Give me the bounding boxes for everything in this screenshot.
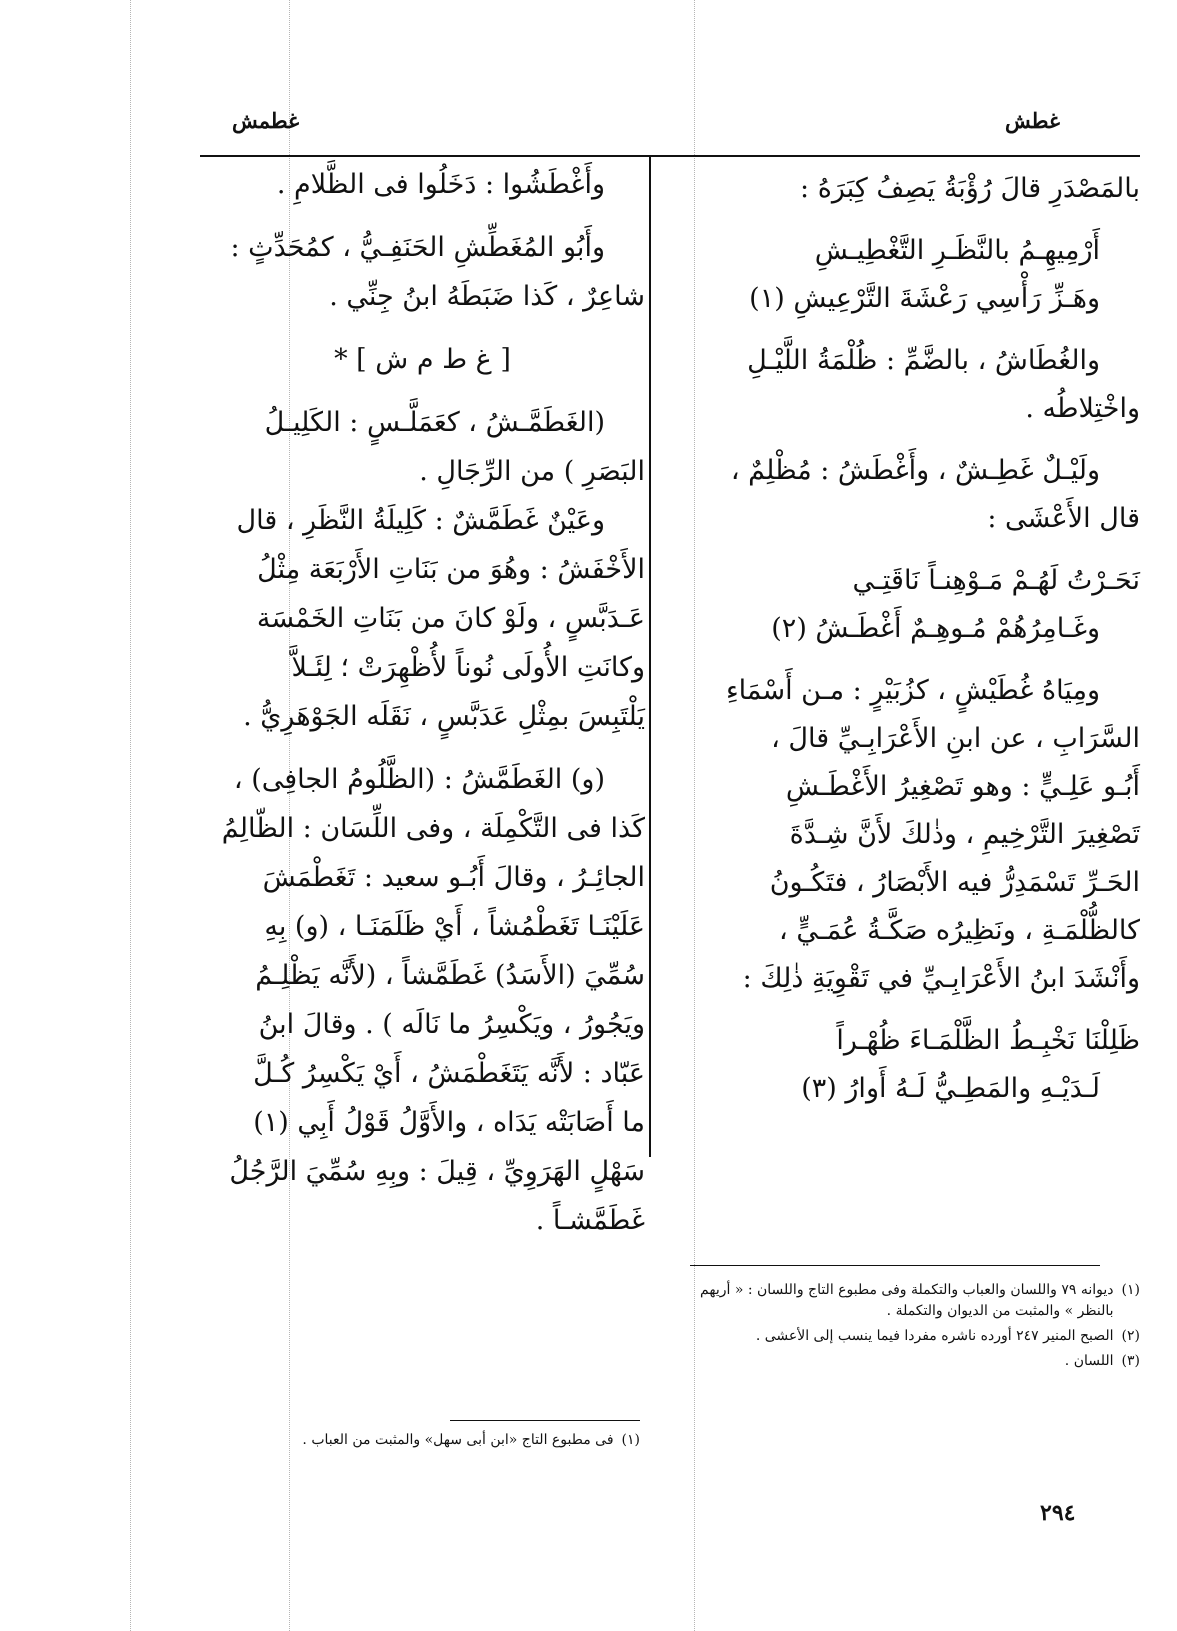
text-line: سُمِّيَ (الأَسَدُ) غَطَمَّشاً ، (لأَنَّه يَظْلِـمُ (255, 960, 645, 991)
footnote (690, 1280, 1140, 1322)
text-line: قال الأَعْشَى : (987, 503, 1140, 534)
text-line: وأَغْطَشُوا : دَخَلُوا فى الظَّلامِ . (276, 169, 605, 200)
text-line: الجائِـرُ ، وقالَ أَبُـو سعيد : تَغَطْمَشَ (262, 862, 645, 893)
running-head-right: غطش (1005, 108, 1060, 133)
text-line: كَذا فى التَّكْمِلَة ، وفى اللِّسَان : الظّالِمُ (221, 813, 645, 844)
footnote-number: (١) (621, 1432, 640, 1448)
text-line: كالظُّلْمَـةِ ، ونَظِيرُه صَكَّـةُ عُمَـيٍّ ، (779, 915, 1140, 946)
verse-line: وهَـزِّ رَأْسِي رَعْشَةَ التَّرْعِيشِ (١) (749, 283, 1100, 314)
text-line: واخْتِلاطُه . (1025, 393, 1140, 424)
text-line: سَهْلٍ الهَرَوِيِّ ، قِيلَ : وبِهِ سُمِّيَ الرَّجُلُ (229, 1156, 645, 1187)
text-line: عَلَيْنَـا تَغَطْمُشاً ، أَيْ ظَلَمَنَـا ، (و) بِهِ (264, 911, 645, 942)
text-line: وكانَتِ الأُولَى نُوناً لأُظْهِرَتْ ؛ لِئَـلاَّ (291, 652, 645, 683)
text-line: وأَنْشَدَ ابنُ الأَعْرَابِـيِّ في تَقْوِيَةِ ذٰلِكَ : (742, 963, 1140, 994)
text-line: الحَـرِّ تَسْمَدِرُّ فيه الأَبْصَارُ ، فتَكُـونُ (769, 867, 1140, 898)
scan-guide-line (130, 0, 131, 1631)
text-line: ومِيَاهُ غُطَيْشٍ ، كزُبَيْرٍ : مـن أَسْمَاءِ (725, 675, 1100, 706)
footnote-text: ديوانه ٧٩ واللسان والعباب والتكملة وفى مطبوع التاج واللسان : « أريهم بالنظر » والمثبت من الديوان والتكملة . (700, 1282, 1114, 1319)
footnote-number: (١) (1121, 1282, 1140, 1298)
text-line: (الغَطَمَّـشُ ، كعَمَلَّـسٍ : الكَلِيـلُ (264, 407, 605, 438)
entry-heading: [ غ ط م ش ] * (334, 344, 511, 375)
footnote-text: فى مطبوع التاج «ابن أبى سهل» والمثبت من العباب . (302, 1432, 614, 1448)
footnote (690, 1326, 1140, 1347)
text-line: أَبُـو عَلِـيٍّ : وهو تَصْغِيرُ الأَغْطَـشِ (785, 771, 1140, 802)
text-line: شاعِرٌ ، كَذا ضَبَطَهُ ابنُ جِنِّي . (329, 281, 645, 312)
verse-line: لَـدَيْـهِ والمَطِـيُّ لَـهُ أَوارُ (٣) (801, 1073, 1100, 1104)
text-line: تَصْغِيرَ التَّرْخِيمِ ، وذٰلكَ لأَنَّ شِـدَّةَ (789, 819, 1140, 850)
header-rule (200, 155, 1140, 157)
footnote-number: (٣) (1121, 1353, 1140, 1369)
text-line: والغُطَاشُ ، بالضَّمِّ : ظُلْمَةُ اللَّيْـلِ (747, 345, 1100, 376)
page-number: ٢٩٤ (1040, 1500, 1076, 1526)
text-line: يَلْتَبِسَ بمِثْلِ عَدَبَّسٍ ، نَقَلَه الجَوْهَرِيُّ . (243, 701, 645, 732)
footnote-text: اللسان . (1064, 1353, 1114, 1369)
text-line: الأَخْفَشُ : وهُوَ من بَنَاتِ الأَرْبَعَة مِثْلُ (257, 554, 645, 585)
verse-line: أَرْمِيهِـمُ بالنَّظَـرِ التَّغْطِيـشِ (814, 235, 1100, 266)
text-line: عَبّاد : لأَنَّه يَتَغَطْمَشُ ، أَيْ يَكْسِرُ كُـلَّ (253, 1058, 645, 1089)
verse-line: نَحَـرْتُ لَهُـمْ مَـوْهِنـاً نَاقَتِـي (852, 565, 1140, 596)
footnote (690, 1351, 1140, 1372)
verse-line: وغَـامِرُهُمْ مُـوهِـمٌ أَغْطَـشُ (٢) (771, 613, 1100, 644)
text-line: وعَيْنٌ غَطَمَّشٌ : كَلِيلَةُ النَّظَرِ ، قال (236, 505, 605, 536)
footnote-number: (٢) (1121, 1328, 1140, 1344)
footnote (200, 1430, 640, 1451)
text-line: (و) الغَطَمَّشُ : (الظَّلُومُ الجافِى) ، (233, 764, 605, 795)
text-line: ما أَصَابَتْه يَدَاه ، والأَوَّلُ قَوْلُ أَبِي (١) (253, 1107, 645, 1138)
footnote-text: الصبح المنير ٢٤٧ أورده ناشره مفردا فيما ينسب إلى الأعشى . (755, 1328, 1114, 1344)
verse-line: ظَلِلْنَا نَخْبِـطُ الظَّلْمَـاءَ ظُهْـراً (836, 1025, 1140, 1056)
running-head-left: غطمش (232, 108, 300, 133)
left-footnotes (200, 1430, 640, 1455)
text-line: غَطَمَّشـاً . (535, 1205, 645, 1236)
text-line: البَصَرِ ) من الرِّجَالِ . (419, 456, 645, 487)
footnote-rule-left (450, 1420, 640, 1421)
text-line: السَّرَابِ ، عن ابنِ الأَعْرَابِـيِّ قالَ ، (771, 723, 1140, 754)
text-line: وأَبُو المُغَطِّشِ الحَنَفِـيُّ ، كمُحَدِّثٍ : (230, 232, 605, 263)
footnote-rule-right (690, 1265, 1100, 1266)
left-column (200, 160, 645, 1245)
column-divider (649, 157, 651, 1157)
text-line: ولَيْـلٌ غَطِـشٌ ، وأَغْطَشُ : مُظْلِمٌ ، (730, 455, 1100, 486)
text-line: بالمَصْدَرِ قالَ رُؤْبَةُ يَصِفُ كِبَرَهُ : (800, 173, 1140, 204)
text-line: عَـدَبَّسٍ ، ولَوْ كانَ من بَنَاتِ الخَمْسَة (256, 603, 645, 634)
right-column (690, 165, 1140, 1113)
text-line: ويَجُورُ ، ويَكْسِرُ ما نَالَه ) . وقالَ ابنُ (258, 1009, 645, 1040)
right-footnotes (690, 1280, 1140, 1376)
